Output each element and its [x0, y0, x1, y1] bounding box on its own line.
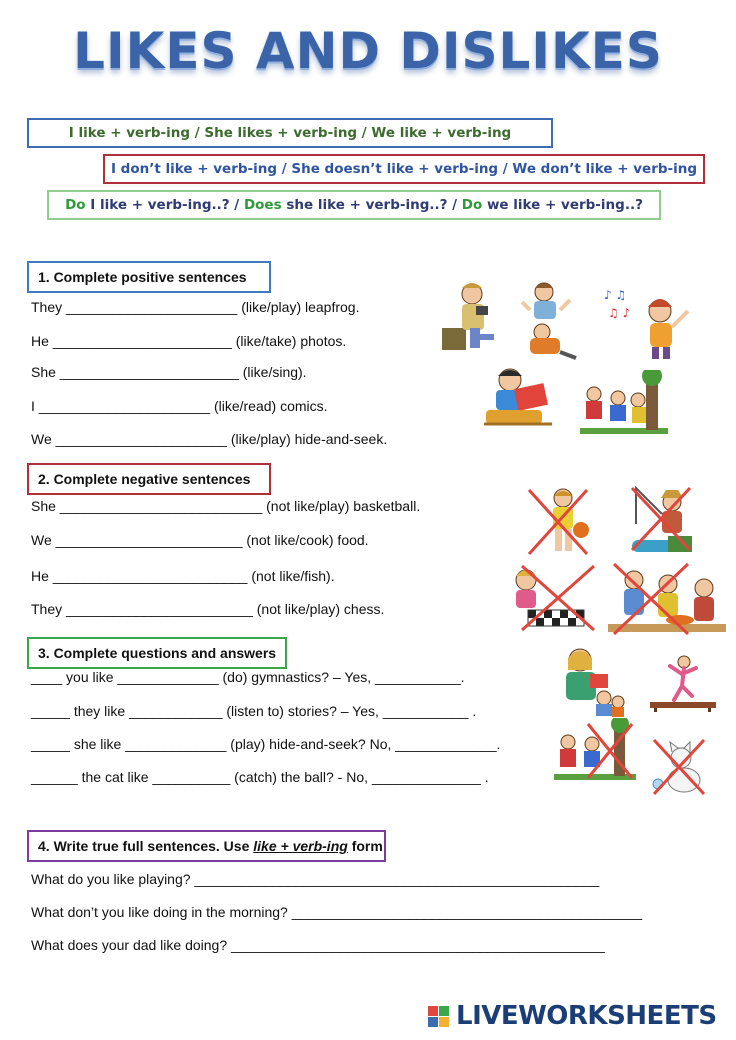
- exercise-line: We ______________________ (like/play) hide-and-seek.: [31, 431, 388, 447]
- exercise-line: She __________________________ (not like/play) basketball.: [31, 498, 421, 514]
- hide-and-seek-illustration: [580, 370, 668, 434]
- exercise-line: We ________________________ (not like/cook) food.: [31, 532, 369, 548]
- chess-crossed-illustration: [508, 560, 598, 632]
- cooking-crossed-illustration: [608, 558, 726, 638]
- exercise-line: What does your dad like doing? ________________________________________________: [31, 937, 605, 953]
- cat-crossed-illustration: [650, 736, 708, 798]
- reading-boy-illustration: [482, 366, 554, 430]
- logo-text: LIVEWORKSHEETS: [456, 1001, 717, 1031]
- exercise-line: She _______________________ (like/sing).: [31, 364, 307, 380]
- rule-positive: I like + verb-ing / She likes + verb-ing / We like + verb-ing: [27, 118, 553, 148]
- exercise-line: What don’t you like doing in the morning? _____________________________________________: [31, 904, 643, 920]
- exercise-line: I ______________________ (like/read) comics.: [31, 398, 328, 414]
- liveworksheets-logo: [428, 1000, 728, 1032]
- basketball-crossed-illustration: [525, 486, 591, 558]
- leapfrog-illustration: [520, 280, 585, 362]
- section-4-heading: [27, 830, 386, 862]
- rule-question: [47, 190, 661, 220]
- section-1-heading: 1. Complete positive sentences: [27, 261, 271, 293]
- exercise-line: _____ she like _____________ (play) hide-and-seek? No, _____________.: [31, 736, 501, 752]
- rule-question-part-3: we like + verb-ing..?: [482, 197, 643, 213]
- svg-text:♫ ♪: ♫ ♪: [608, 306, 631, 320]
- logo-grid-icon: [428, 1006, 450, 1028]
- section-4-heading-em: like + verb-ing: [253, 838, 348, 854]
- exercise-line: ____ you like _____________ (do) gymnastics? – Yes, ___________.: [31, 669, 465, 685]
- exercise-line: ______ the cat like __________ (catch) the ball? - No, ______________ .: [31, 769, 489, 785]
- section-4-heading-post: form: [347, 838, 383, 854]
- photographer-illustration: [440, 280, 500, 355]
- rule-question-do: Do: [65, 197, 86, 213]
- section-2-heading: 2. Complete negative sentences: [27, 463, 271, 495]
- section-4-heading-pre: 4. Write true full sentences. Use: [38, 838, 254, 854]
- rule-question-does: Does: [243, 197, 282, 213]
- svg-text:♪ ♫: ♪ ♫: [604, 288, 627, 302]
- exercise-line: _____ they like ____________ (listen to) stories? – Yes, ___________ .: [31, 703, 477, 719]
- rule-negative: I don’t like + verb-ing / She doesn’t like + verb-ing / We don’t like + verb-ing: [103, 154, 705, 184]
- exercise-line: What do you like playing? ____________________________________________________: [31, 871, 600, 887]
- section-3-heading: 3. Complete questions and answers: [27, 637, 287, 669]
- exercise-line: They ________________________ (not like/play) chess.: [31, 601, 385, 617]
- exercise-line: They ______________________ (like/play) leapfrog.: [31, 299, 360, 315]
- storytelling-illustration: [556, 646, 626, 718]
- exercise-line: He _________________________ (not like/fish).: [31, 568, 335, 584]
- gymnastics-illustration: [646, 652, 718, 712]
- exercise-line: He _______________________ (like/take) photos.: [31, 333, 347, 349]
- rule-question-part-2: she like + verb-ing..? /: [281, 197, 462, 213]
- page-title: LIKES AND DISLIKES: [73, 22, 663, 80]
- hide-and-seek-crossed-illustration: [554, 718, 636, 782]
- rule-question-do-2: Do: [461, 197, 483, 213]
- rule-question-part-1: I like + verb-ing..? /: [85, 197, 244, 213]
- fishing-crossed-illustration: [628, 484, 694, 554]
- singing-girl-illustration: [600, 285, 692, 361]
